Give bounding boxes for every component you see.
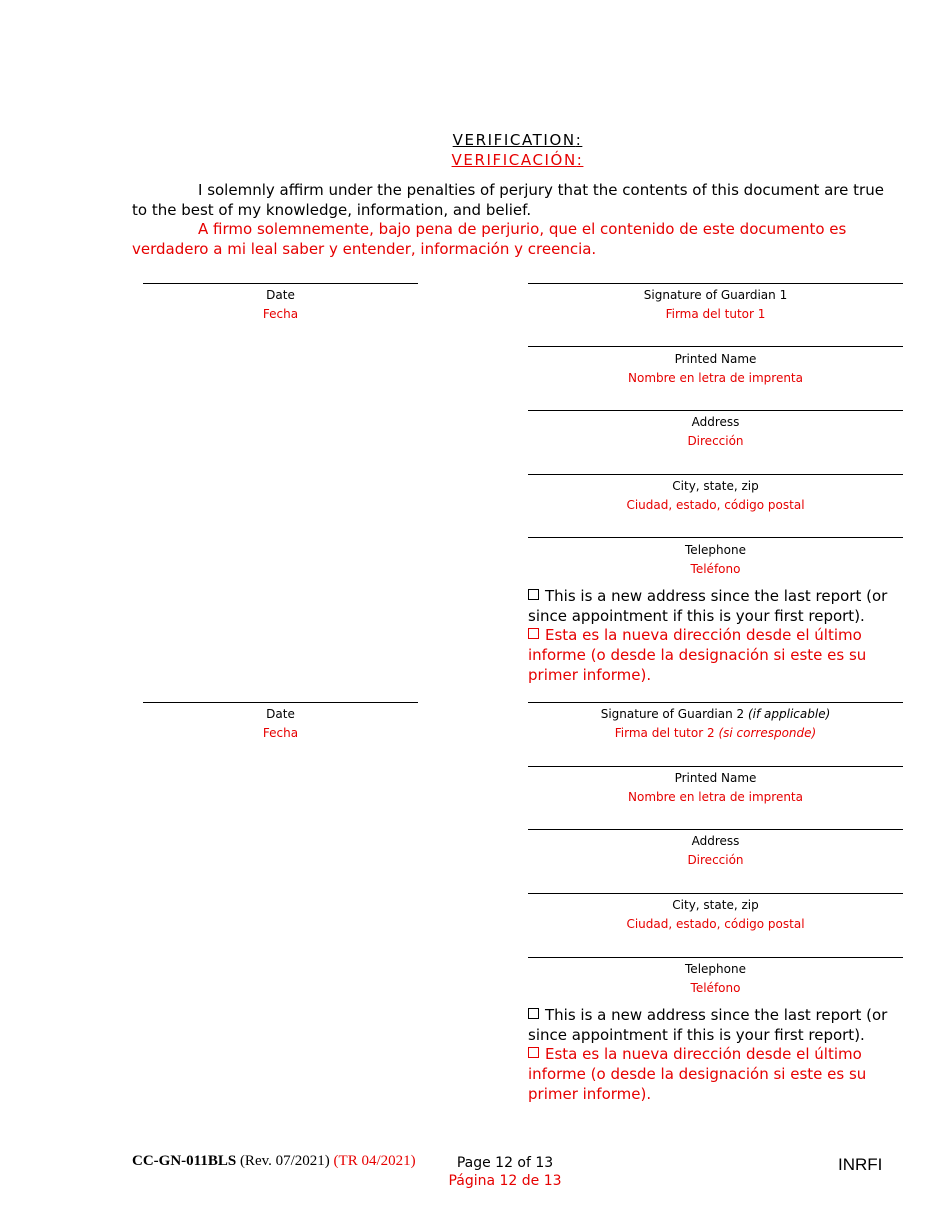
g2-address-line[interactable] [528,829,903,830]
g2-new-address-checkbox[interactable] [528,1008,539,1019]
g2-printed-name-caption: Printed Name Nombre en letra de imprenta [628,771,803,804]
g1-address-line[interactable] [528,410,903,411]
g1-printed-name-caption: Printed Name Nombre en letra de imprenta [628,352,803,385]
heading-en: VERIFICATION: [452,131,583,149]
statement-en: I solemnly affirm under the penalties of perjury that the contents of this document are true to the best of my knowledge, information, and belief. [132,181,884,219]
g1-city-line[interactable] [528,474,903,475]
g1-new-address-es: Esta es la nueva dirección desde el último informe (o desde la designación si este es su primer informe). [528,626,867,684]
footer-page-number: Page 12 of 13 Página 12 de 13 [448,1155,562,1189]
g2-new-address-es: Esta es la nueva dirección desde el último informe (o desde la designación si este es su primer informe). [528,1045,867,1103]
g2-signature-caption: Signature of Guardian 2 (if applicable) Firma del tutor 2 (si corresponde) [600,707,831,740]
g1-new-address-en: This is a new address since the last report (or since appointment if this is your first report). [528,587,888,625]
g2-city-line[interactable] [528,893,903,894]
g1-printed-name-line[interactable] [528,346,903,347]
heading-es: VERIFICACIÓN: [451,151,584,169]
g2-new-address-checkbox-es[interactable] [528,1047,539,1058]
g1-signature-caption: Signature of Guardian 1 Firma del tutor 1 [643,288,788,321]
g1-address-caption: Address Dirección [687,415,744,448]
statement-es: A firmo solemnemente, bajo pena de perjurio, que el contenido de este documento es verdadero a mi leal saber y entender, información y creencia. [132,220,847,258]
g1-signature-line[interactable] [528,283,903,284]
g2-date-caption: Date Fecha [262,707,299,740]
g1-new-address-checkbox-es[interactable] [528,628,539,639]
g1-new-address-checkbox[interactable] [528,589,539,600]
g2-new-address-en: This is a new address since the last report (or since appointment if this is your first report). [528,1006,888,1044]
g1-date-line[interactable] [143,283,418,284]
g1-telephone-caption: Telephone Teléfono [685,543,746,576]
g2-printed-name-line[interactable] [528,766,903,767]
g1-telephone-line[interactable] [528,537,903,538]
footer-code: INRFI [838,1155,883,1174]
g1-date-caption: Date Fecha [262,288,299,321]
g2-city-caption: City, state, zip Ciudad, estado, código postal [626,898,805,931]
g2-address-caption: Address Dirección [687,834,744,867]
footer-form-id: CC-GN-011BLS (Rev. 07/2021) (TR 04/2021) [132,1153,416,1169]
g1-city-caption: City, state, zip Ciudad, estado, código postal [626,479,805,512]
g2-signature-line[interactable] [528,702,903,703]
g2-date-line[interactable] [143,702,418,703]
g2-telephone-caption: Telephone Teléfono [685,962,746,995]
g2-telephone-line[interactable] [528,957,903,958]
